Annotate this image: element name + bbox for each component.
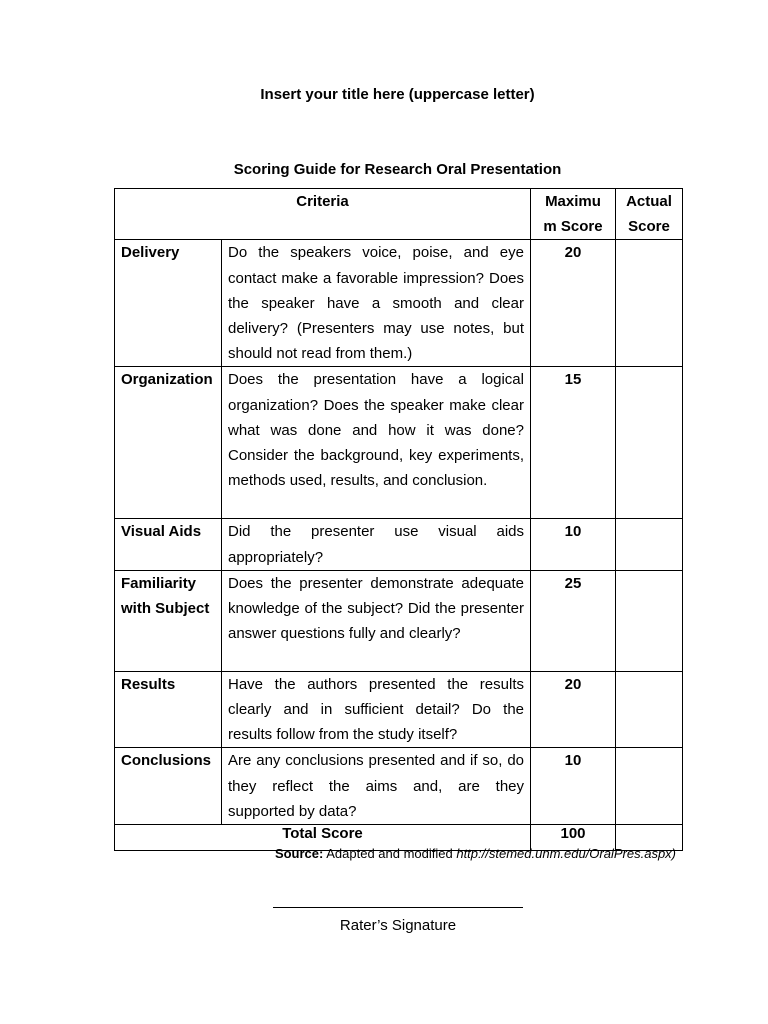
category-results: Results — [115, 671, 222, 748]
source-note — [275, 846, 676, 861]
table-header-row — [115, 189, 683, 240]
description-results: Have the authors presented the results clearly and in sufficient detail? Do the results follow from the study itself? — [222, 671, 531, 748]
max-score-organization: 15 — [531, 367, 616, 519]
source-url: http://stemed.unm.edu/OralPres.aspx) — [456, 846, 676, 861]
total-score-label: Total Score — [115, 825, 531, 851]
total-score-value: 100 — [531, 825, 616, 851]
criteria-header: Criteria — [115, 189, 531, 240]
table-title: Scoring Guide for Research Oral Presentation — [233, 161, 562, 178]
max-score-familiarity: 25 — [531, 570, 616, 671]
actual-score-header: Actual Score — [616, 189, 683, 240]
table-row — [115, 240, 683, 367]
actual-score-results[interactable] — [616, 671, 683, 748]
actual-score-familiarity[interactable] — [616, 570, 683, 671]
table-row — [115, 367, 683, 519]
description-visual-aids: Did the presenter use visual aids appropriately? — [222, 519, 531, 570]
max-score-conclusions: 10 — [531, 748, 616, 825]
category-organization: Organization — [115, 367, 222, 519]
max-score-delivery: 20 — [531, 240, 616, 367]
table-row — [115, 519, 683, 570]
table-row — [115, 748, 683, 825]
max-score-header: Maximu m Score — [531, 189, 616, 240]
max-score-visual-aids: 10 — [531, 519, 616, 570]
signature-line — [273, 907, 523, 908]
actual-score-organization[interactable] — [616, 367, 683, 519]
description-delivery: Do the speakers voice, poise, and eye contact make a favorable impression? Does the speaker have a smooth and clear delivery? (Presenters may use notes, but should not read from them.) — [222, 240, 531, 367]
scoring-table — [114, 188, 683, 851]
actual-score-delivery[interactable] — [616, 240, 683, 367]
document-title: Insert your title here (uppercase letter) — [260, 86, 535, 103]
category-conclusions: Conclusions — [115, 748, 222, 825]
category-delivery: Delivery — [115, 240, 222, 367]
signature-label: Rater’s Signature — [339, 917, 457, 934]
table-row — [115, 570, 683, 671]
category-familiarity: Familiarity with Subject — [115, 570, 222, 671]
max-score-results: 20 — [531, 671, 616, 748]
source-label: Source: — [274, 846, 324, 861]
description-organization: Does the presentation have a logical organization? Does the speaker make clear what was done and how it was done? Consider the background, key experiments, methods used, results, and conclusion. — [222, 367, 531, 519]
actual-score-visual-aids[interactable] — [616, 519, 683, 570]
description-conclusions: Are any conclusions presented and if so, do they reflect the aims and, are they supported by data? — [222, 748, 531, 825]
table-row — [115, 671, 683, 748]
source-text: Adapted and modified — [323, 846, 457, 861]
description-familiarity: Does the presenter demonstrate adequate knowledge of the subject? Did the presenter answer questions fully and clearly? — [222, 570, 531, 671]
category-visual-aids: Visual Aids — [115, 519, 222, 570]
actual-score-conclusions[interactable] — [616, 748, 683, 825]
